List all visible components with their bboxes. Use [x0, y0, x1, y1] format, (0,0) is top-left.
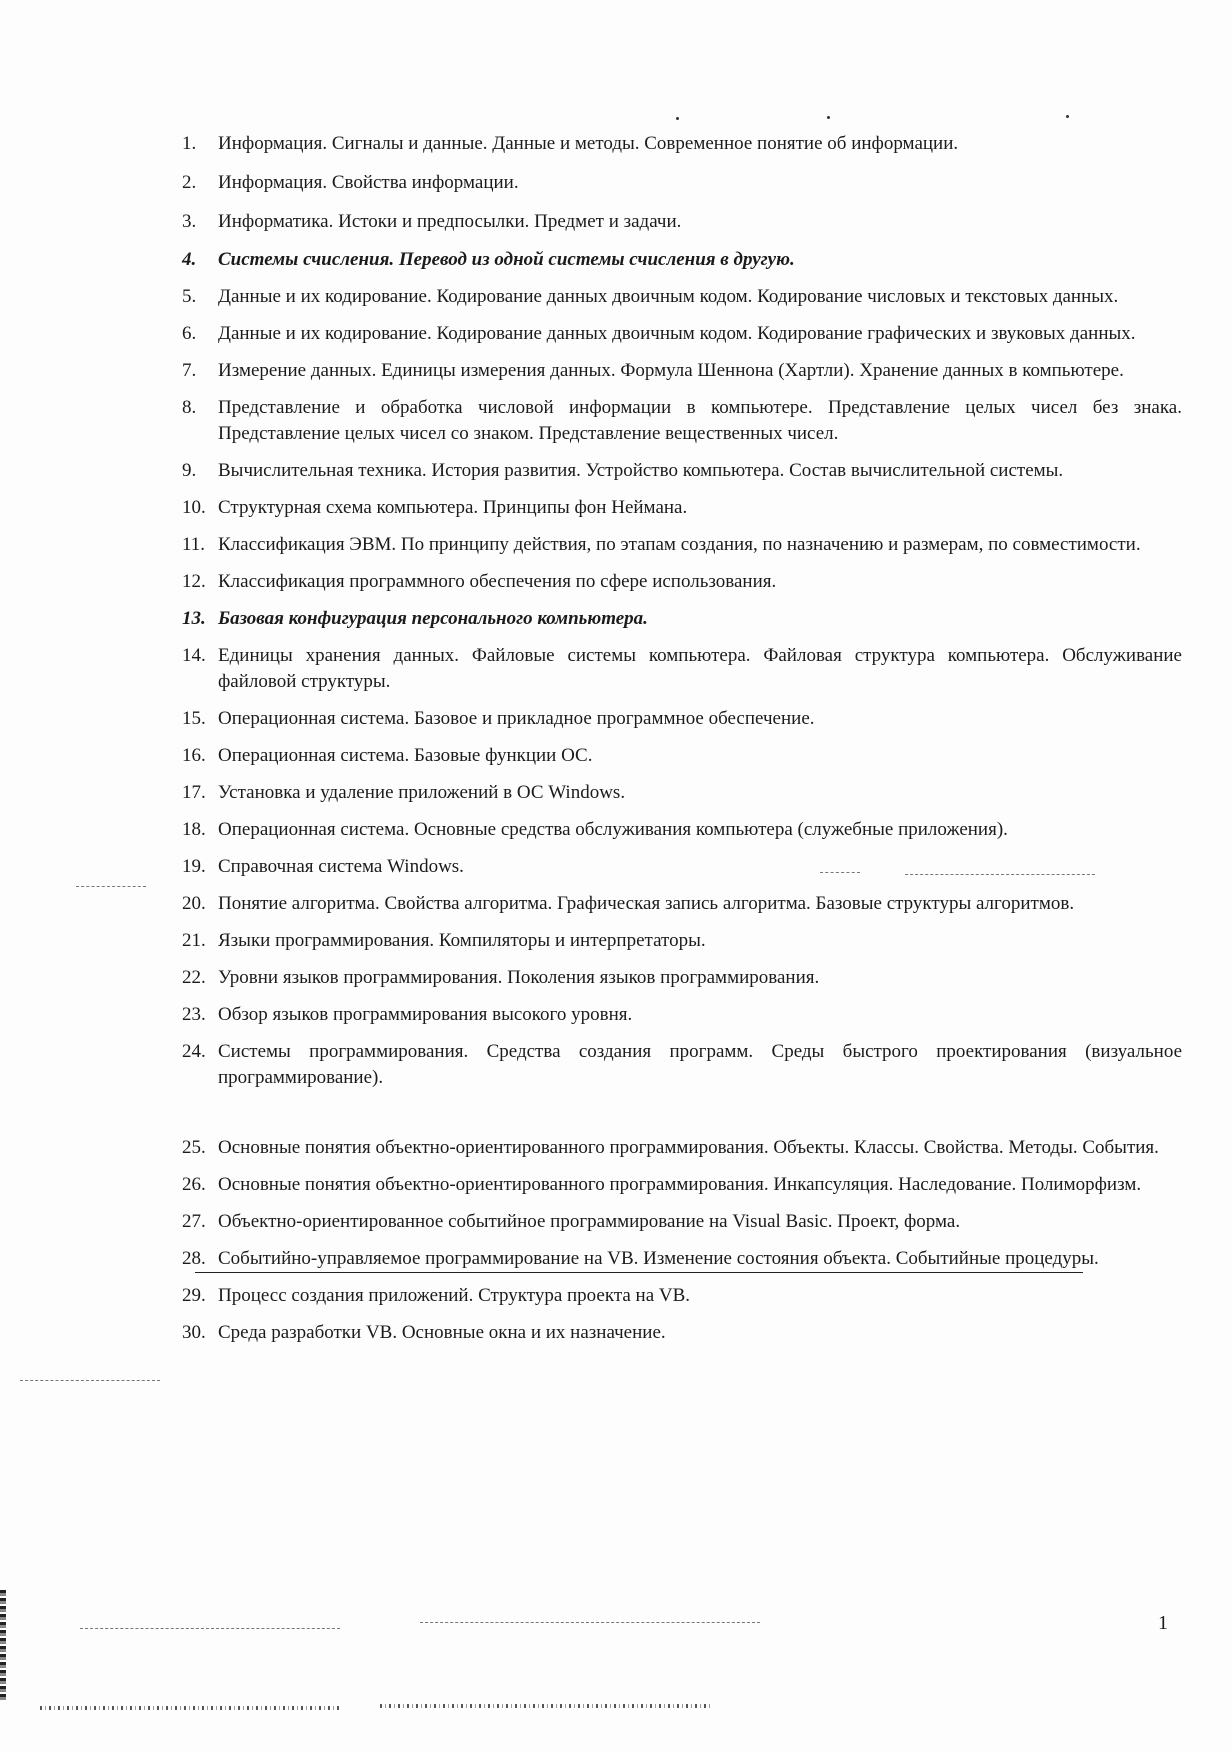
question-text: Основные понятия объектно-ориентированного программирования. Объекты. Классы. Свойства. Методы. События. — [218, 1137, 1159, 1158]
question-text: Вычислительная техника. История развития. Устройство компьютера. Состав вычислительной системы. — [218, 460, 1064, 481]
question-number: 9. — [182, 460, 197, 481]
question-item — [182, 1246, 1182, 1272]
question-item — [182, 284, 1182, 310]
scan-noise — [380, 1704, 710, 1708]
question-item — [182, 1320, 1182, 1346]
question-item — [182, 532, 1182, 558]
question-item — [182, 1283, 1182, 1309]
scan-artifact-line — [76, 886, 146, 887]
question-text: Информатика. Истоки и предпосылки. Предмет и задачи. — [218, 211, 682, 232]
question-text: Среда разработки VB. Основные окна и их назначение. — [218, 1322, 666, 1343]
question-number: 20. — [182, 893, 206, 914]
question-text: Данные и их кодирование. Кодирование данных двоичным кодом. Кодирование графических и звуковых данных. — [218, 323, 1136, 344]
question-number: 3. — [182, 211, 197, 232]
question-text: Системы счисления. Перевод из одной системы счисления в другую. — [218, 249, 795, 270]
question-number: 19. — [182, 856, 206, 877]
question-number: 12. — [182, 571, 206, 592]
question-number: 5. — [182, 286, 197, 307]
question-list — [182, 131, 1182, 1357]
question-number: 2. — [182, 172, 197, 193]
question-item — [182, 854, 1182, 880]
question-text: Классификация программного обеспечения по сфере использования. — [218, 571, 777, 592]
question-text: Измерение данных. Единицы измерения данных. Формула Шеннона (Хартли). Хранение данных в компьютере. — [218, 360, 1124, 381]
question-text: Базовая конфигурация персонального компьютера. — [218, 608, 648, 629]
question-text: Информация. Сигналы и данные. Данные и методы. Современное понятие об информации. — [218, 133, 959, 154]
question-number: 14. — [182, 645, 206, 666]
question-text: Классификация ЭВМ. По принципу действия, по этапам создания, по назначению и размерам, по совместимости. — [218, 534, 1141, 555]
question-text: Представление и обработка числовой информации в компьютере. Представление целых чисел без знака. Представление целых чисел со знаком. Представление вещественных чисел. — [218, 397, 1182, 444]
question-text: Информация. Свойства информации. — [218, 172, 519, 193]
question-number: 15. — [182, 708, 206, 729]
question-number: 6. — [182, 323, 197, 344]
question-number: 28. — [182, 1248, 206, 1269]
question-item — [182, 780, 1182, 806]
question-text: Уровни языков программирования. Поколения языков программирования. — [218, 967, 820, 988]
question-text: Установка и удаление приложений в ОС Windows. — [218, 782, 626, 803]
question-item — [182, 395, 1182, 447]
question-item — [182, 247, 1182, 273]
question-number: 23. — [182, 1004, 206, 1025]
question-item — [182, 965, 1182, 991]
question-item — [182, 569, 1182, 595]
question-number: 7. — [182, 360, 197, 381]
question-number: 4. — [182, 249, 197, 270]
question-item — [182, 131, 1182, 157]
question-text: Языки программирования. Компиляторы и интерпретаторы. — [218, 930, 706, 951]
scan-artifact-line — [820, 872, 860, 873]
page-number: 1 — [1158, 1612, 1168, 1634]
question-item — [182, 817, 1182, 843]
question-text: Обзор языков программирования высокого уровня. — [218, 1004, 633, 1025]
question-text: Системы программирования. Средства создания программ. Среды быстрого проектирования (визуальное программирование). — [218, 1041, 1182, 1088]
question-item — [182, 928, 1182, 954]
question-number: 27. — [182, 1211, 206, 1232]
scan-edge-artifact — [0, 1590, 6, 1700]
question-number: 13. — [182, 608, 206, 629]
question-text: Операционная система. Базовое и прикладное программное обеспечение. — [218, 708, 815, 729]
scan-artifact-line — [20, 1380, 160, 1381]
question-number: 26. — [182, 1174, 206, 1195]
question-text: Операционная система. Основные средства обслуживания компьютера (служебные приложения). — [218, 819, 1008, 840]
question-number: 21. — [182, 930, 206, 951]
scan-speck — [1066, 115, 1069, 118]
scan-artifact-line — [905, 874, 1095, 875]
question-number: 8. — [182, 397, 197, 418]
question-text: Единицы хранения данных. Файловые системы компьютера. Файловая структура компьютера. Обслуживание файловой структуры. — [218, 645, 1182, 692]
question-item — [182, 891, 1182, 917]
question-item — [182, 458, 1182, 484]
question-number: 29. — [182, 1285, 206, 1306]
question-number: 1. — [182, 133, 197, 154]
question-item — [182, 209, 1182, 235]
question-number: 17. — [182, 782, 206, 803]
scan-speck — [827, 116, 830, 119]
question-text: Структурная схема компьютера. Принципы фон Неймана. — [218, 497, 688, 518]
question-text: Операционная система. Базовые функции ОС. — [218, 745, 593, 766]
question-number: 10. — [182, 497, 206, 518]
section-divider — [195, 1272, 1083, 1273]
question-item — [182, 495, 1182, 521]
question-number: 30. — [182, 1322, 206, 1343]
question-number: 18. — [182, 819, 206, 840]
question-text: Понятие алгоритма. Свойства алгоритма. Графическая запись алгоритма. Базовые структуры алгоритмов. — [218, 893, 1075, 914]
question-text: Основные понятия объектно-ориентированного программирования. Инкапсуляция. Наследование. Полиморфизм. — [218, 1174, 1142, 1195]
question-item — [182, 170, 1182, 196]
question-number: 16. — [182, 745, 206, 766]
question-item — [182, 706, 1182, 732]
question-text: Данные и их кодирование. Кодирование данных двоичным кодом. Кодирование числовых и текстовых данных. — [218, 286, 1119, 307]
question-item — [182, 1209, 1182, 1235]
question-text: Справочная система Windows. — [218, 856, 464, 877]
scan-noise — [40, 1706, 340, 1710]
question-number: 11. — [182, 534, 206, 555]
question-number: 22. — [182, 967, 206, 988]
question-item — [182, 1039, 1182, 1091]
question-text: Процесс создания приложений. Структура проекта на VB. — [218, 1285, 691, 1306]
scan-artifact-line — [420, 1622, 760, 1623]
question-number: 25. — [182, 1137, 206, 1158]
question-item — [182, 1002, 1182, 1028]
question-item — [182, 321, 1182, 347]
question-item — [182, 1172, 1182, 1198]
scan-artifact-line — [80, 1628, 340, 1629]
question-text: Событийно-управляемое программирование на VB. Изменение состояния объекта. Событийные процедуры. — [218, 1248, 1099, 1269]
question-item — [182, 643, 1182, 695]
question-text: Объектно-ориентированное событийное программирование на Visual Basic. Проект, форма. — [218, 1211, 961, 1232]
scan-speck — [676, 117, 679, 120]
question-number: 24. — [182, 1041, 206, 1062]
question-item — [182, 1135, 1182, 1161]
question-item — [182, 743, 1182, 769]
question-item — [182, 358, 1182, 384]
question-item — [182, 606, 1182, 632]
